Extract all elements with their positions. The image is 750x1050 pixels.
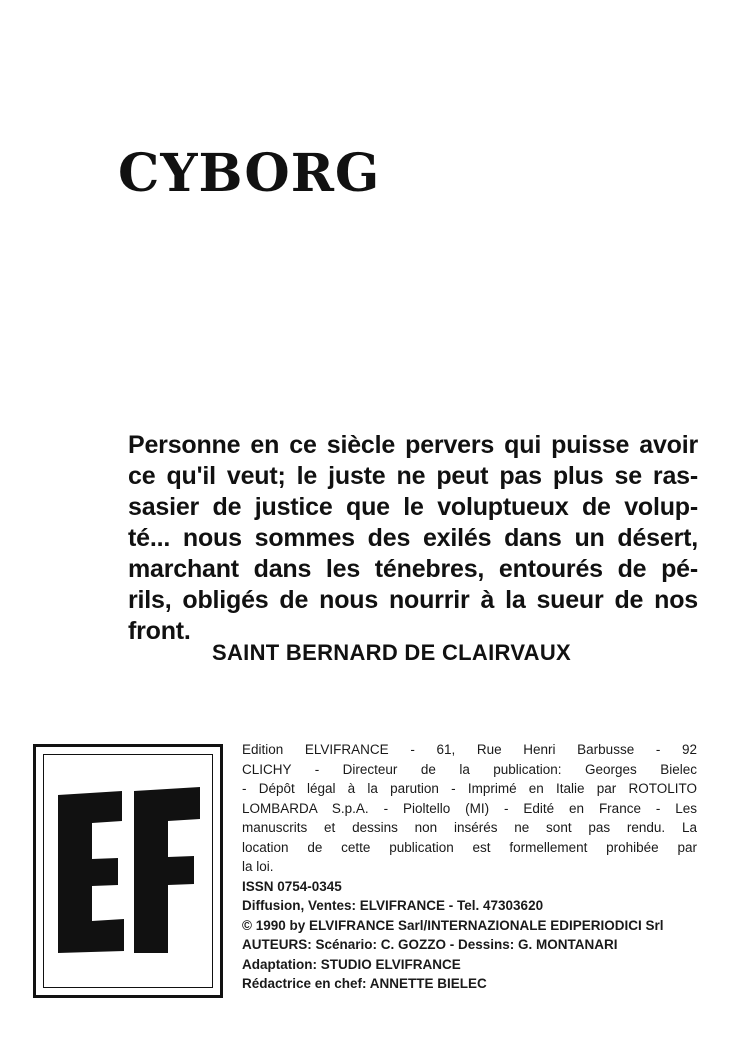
imprint-line: location de cette publication est formellement prohibée par: [242, 839, 697, 855]
adaptation-credit: Adaptation: STUDIO ELVIFRANCE: [242, 956, 461, 972]
logo-letter-f: [134, 787, 200, 953]
editor-in-chief: Rédactrice en chef: ANNETTE BIELEC: [242, 976, 487, 991]
quote-line: ce qu'il veut; le juste ne peut pas plus se ras-: [128, 462, 698, 490]
imprint-line: Edition ELVIFRANCE - 61, Rue Henri Barbusse - 92: [242, 742, 697, 757]
quote-line: Personne en ce siècle pervers qui puisse avoir: [128, 431, 698, 459]
imprint-line: la loi.: [242, 859, 274, 874]
imprint-line: manuscrits et dessins non insérés ne sont pas rendu. La: [242, 820, 697, 835]
imprint-line: - Dépôt légal à la parution - Imprimé en Italie par ROTOLITO: [242, 781, 697, 796]
imprint-line: CLICHY - Directeur de la publication: Georges Bielec: [242, 761, 697, 777]
imprint-line: LOMBARDA S.p.A. - Pioltello (MI) - Edité en France - Les: [242, 800, 697, 816]
quote-line: rils, obligés de nous nourrir à la sueur de nos: [128, 586, 698, 614]
page-title: CYBORG: [118, 143, 381, 204]
diffusion-info: Diffusion, Ventes: ELVIFRANCE - Tel. 47303620: [242, 898, 544, 913]
imprint-block: [242, 740, 697, 994]
quote-line: marchant dans les ténebres, entourés de pé-: [128, 555, 698, 583]
copyright-notice: © 1990 by ELVIFRANCE Sarl/INTERNAZIONALE EDIPERIODICI Srl: [242, 917, 664, 933]
quote-line: front.: [128, 617, 191, 645]
epigraph-quote: [128, 430, 698, 647]
logo-letter-e: [58, 791, 124, 953]
quote-line: sasier de justice que le voluptueux de volup-: [128, 493, 698, 521]
quote-author: SAINT BERNARD DE CLAIRVAUX: [212, 640, 572, 665]
authors-credit: AUTEURS: Scénario: C. GOZZO - Dessins: G. MONTANARI: [242, 937, 618, 952]
quote-line: té... nous sommes des exilés dans un désert,: [128, 524, 698, 552]
publisher-logo: [33, 744, 223, 998]
ef-logo-icon: [36, 747, 220, 995]
issn-number: ISSN 0754-0345: [242, 878, 342, 894]
